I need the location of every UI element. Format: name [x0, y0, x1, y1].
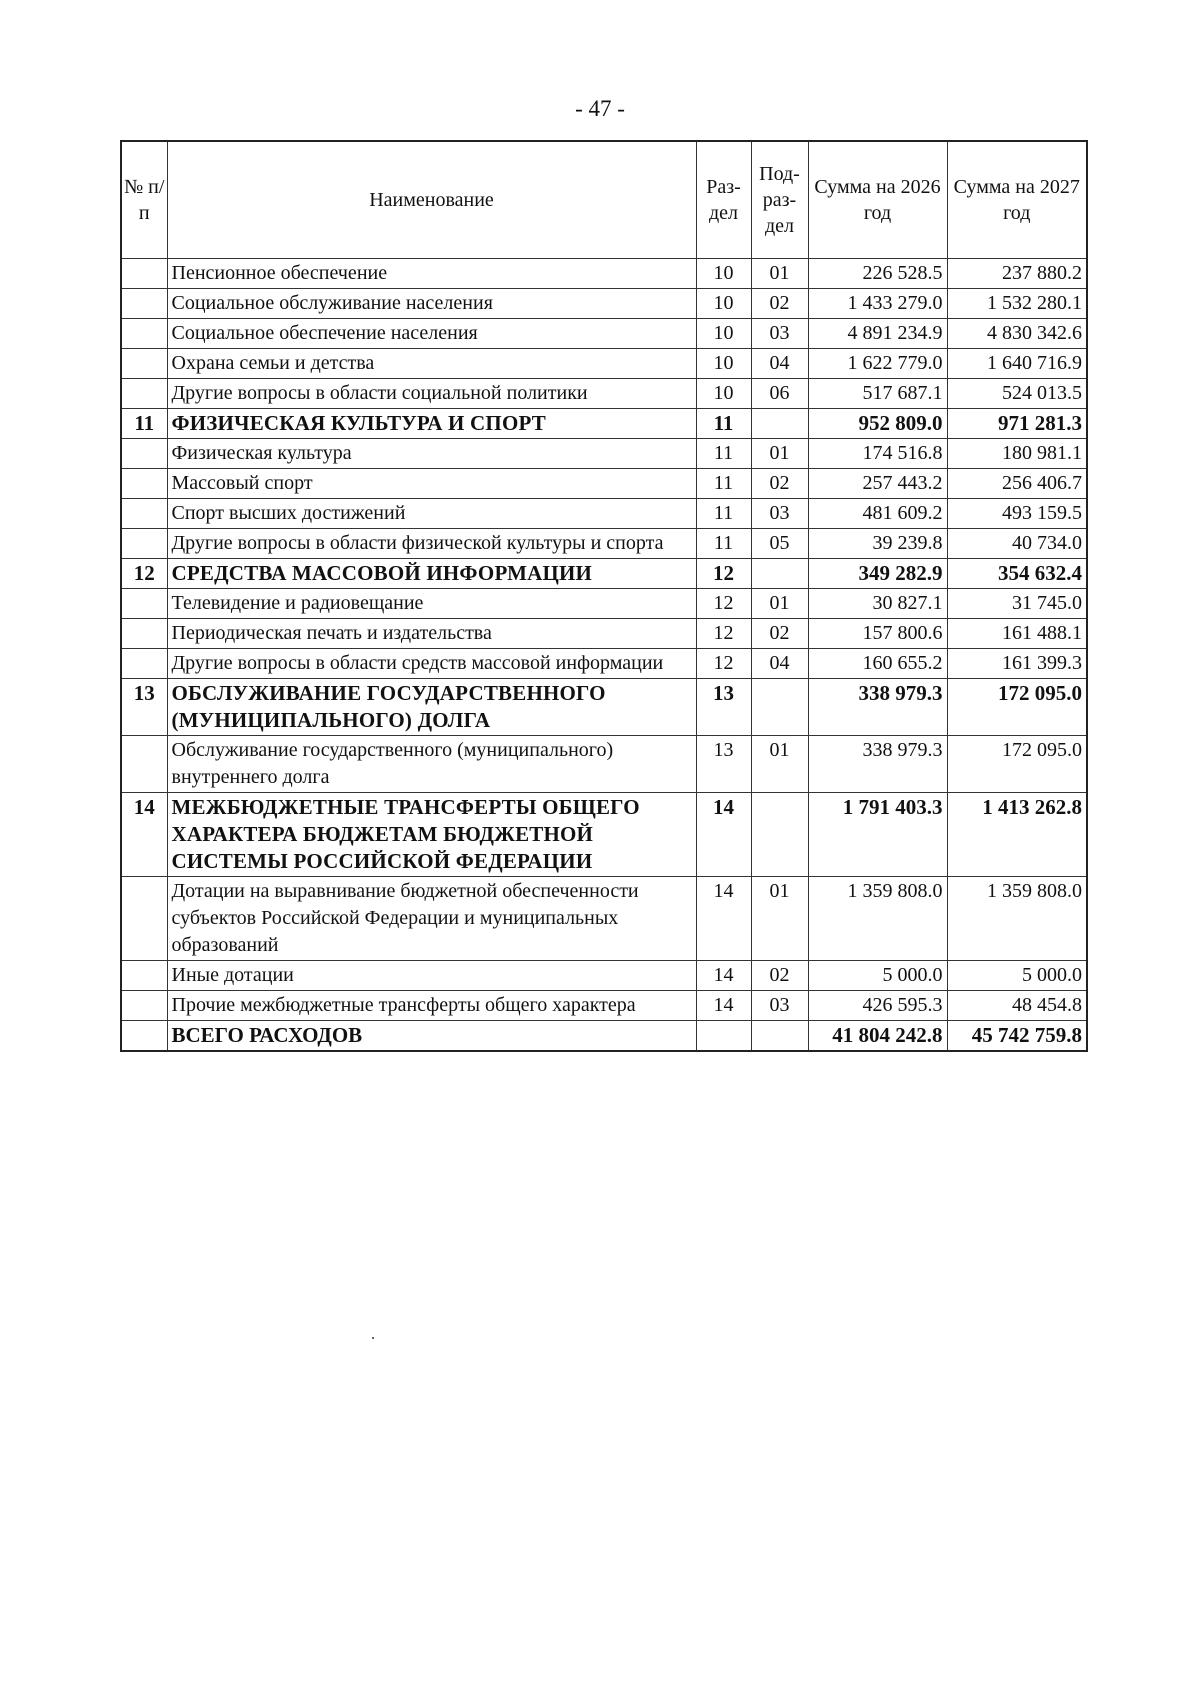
- table-row: [121, 439, 1087, 469]
- row-num: [121, 439, 167, 469]
- row-section: 10: [696, 349, 751, 379]
- row-num: 13: [121, 679, 167, 736]
- row-sum-2027: 237 880.2: [947, 259, 1087, 289]
- header-sum-2027: Сумма на 2027 год: [947, 141, 1087, 259]
- table-row: [121, 259, 1087, 289]
- row-subsection: 06: [751, 379, 808, 409]
- table-row: [121, 991, 1087, 1021]
- row-sum-2027: 1 640 716.9: [947, 349, 1087, 379]
- row-sum-2027: 31 745.0: [947, 589, 1087, 619]
- row-num: [121, 736, 167, 793]
- row-section: 11: [696, 499, 751, 529]
- row-name: Социальное обслуживание населения: [167, 289, 696, 319]
- row-sum-2027: 40 734.0: [947, 529, 1087, 559]
- row-section: 10: [696, 379, 751, 409]
- row-sum-2026: 517 687.1: [808, 379, 947, 409]
- row-sum-2027: 971 281.3: [947, 409, 1087, 439]
- total-row: [121, 1021, 1087, 1052]
- table-row: [121, 349, 1087, 379]
- table-row: [121, 469, 1087, 499]
- row-name: Другие вопросы в области физической культуры и спорта: [167, 529, 696, 559]
- row-name: Спорт высших достижений: [167, 499, 696, 529]
- section-row: [121, 793, 1087, 877]
- row-subsection: 02: [751, 619, 808, 649]
- row-section: 13: [696, 736, 751, 793]
- row-subsection: 01: [751, 589, 808, 619]
- row-num: [121, 877, 167, 961]
- row-subsection: [751, 559, 808, 589]
- row-sum-2026: 5 000.0: [808, 961, 947, 991]
- row-section: 12: [696, 649, 751, 679]
- row-section: 10: [696, 259, 751, 289]
- row-num: [121, 499, 167, 529]
- budget-table: [120, 140, 1088, 1052]
- row-section: 14: [696, 961, 751, 991]
- row-sum-2026: 338 979.3: [808, 679, 947, 736]
- row-name: ФИЗИЧЕСКАЯ КУЛЬТУРА И СПОРТ: [167, 409, 696, 439]
- row-name: Социальное обеспечение населения: [167, 319, 696, 349]
- table-row: [121, 619, 1087, 649]
- row-sum-2027: 354 632.4: [947, 559, 1087, 589]
- row-subsection: 01: [751, 877, 808, 961]
- row-sum-2026: 257 443.2: [808, 469, 947, 499]
- row-sum-2026: 1 622 779.0: [808, 349, 947, 379]
- row-subsection: [751, 793, 808, 877]
- row-section: 11: [696, 469, 751, 499]
- table-header-row: [121, 141, 1087, 259]
- row-sum-2026: 226 528.5: [808, 259, 947, 289]
- row-num: [121, 379, 167, 409]
- row-sum-2027: 256 406.7: [947, 469, 1087, 499]
- row-subsection: 05: [751, 529, 808, 559]
- row-subsection: 01: [751, 439, 808, 469]
- row-section: 13: [696, 679, 751, 736]
- row-section: 10: [696, 289, 751, 319]
- row-num: [121, 589, 167, 619]
- table-row: [121, 289, 1087, 319]
- row-sum-2027: 172 095.0: [947, 736, 1087, 793]
- row-name: МЕЖБЮДЖЕТНЫЕ ТРАНСФЕРТЫ ОБЩЕГО ХАРАКТЕРА БЮДЖЕТАМ БЮДЖЕТНОЙ СИСТЕМЫ РОССИЙСКОЙ ФЕДЕРАЦИИ: [167, 793, 696, 877]
- row-name: Массовый спорт: [167, 469, 696, 499]
- stray-dot: [372, 1337, 374, 1339]
- total-sum-2026: 41 804 242.8: [808, 1021, 947, 1052]
- row-num: 11: [121, 409, 167, 439]
- row-section: 14: [696, 793, 751, 877]
- table-row: [121, 319, 1087, 349]
- row-num: [121, 619, 167, 649]
- row-section: 11: [696, 409, 751, 439]
- row-subsection: 02: [751, 961, 808, 991]
- row-sum-2027: 161 399.3: [947, 649, 1087, 679]
- row-num: [121, 961, 167, 991]
- row-sum-2026: 30 827.1: [808, 589, 947, 619]
- row-sum-2026: 338 979.3: [808, 736, 947, 793]
- table-row: [121, 499, 1087, 529]
- row-sum-2027: 161 488.1: [947, 619, 1087, 649]
- row-num: [121, 259, 167, 289]
- row-name: Обслуживание государственного (муниципального) внутреннего долга: [167, 736, 696, 793]
- row-section: 12: [696, 589, 751, 619]
- row-name: Прочие межбюджетные трансферты общего характера: [167, 991, 696, 1021]
- section-row: [121, 409, 1087, 439]
- row-sum-2027: 5 000.0: [947, 961, 1087, 991]
- row-section: 10: [696, 319, 751, 349]
- row-name: Пенсионное обеспечение: [167, 259, 696, 289]
- row-num: [121, 289, 167, 319]
- table-row: [121, 649, 1087, 679]
- table-row: [121, 529, 1087, 559]
- row-sum-2027: 48 454.8: [947, 991, 1087, 1021]
- page-number: - 47 -: [575, 96, 625, 121]
- header-name: Наименование: [167, 141, 696, 259]
- table-row: [121, 877, 1087, 961]
- total-label: ВСЕГО РАСХОДОВ: [167, 1021, 696, 1052]
- row-sum-2027: 180 981.1: [947, 439, 1087, 469]
- table-row: [121, 961, 1087, 991]
- row-sum-2026: 174 516.8: [808, 439, 947, 469]
- row-section: 12: [696, 619, 751, 649]
- row-name: Периодическая печать и издательства: [167, 619, 696, 649]
- row-sum-2027: 1 413 262.8: [947, 793, 1087, 877]
- row-section: 14: [696, 991, 751, 1021]
- row-sum-2027: 1 532 280.1: [947, 289, 1087, 319]
- row-subsection: 02: [751, 289, 808, 319]
- total-sum-2027: 45 742 759.8: [947, 1021, 1087, 1052]
- row-subsection: 03: [751, 499, 808, 529]
- row-name: Физическая культура: [167, 439, 696, 469]
- section-row: [121, 679, 1087, 736]
- row-sum-2026: 952 809.0: [808, 409, 947, 439]
- row-subsection: [751, 679, 808, 736]
- row-num: 14: [121, 793, 167, 877]
- total-num-cell: [121, 1021, 167, 1052]
- row-sum-2026: 39 239.8: [808, 529, 947, 559]
- row-sum-2027: 1 359 808.0: [947, 877, 1087, 961]
- table-row: [121, 736, 1087, 793]
- row-sum-2026: 4 891 234.9: [808, 319, 947, 349]
- header-subsection: Под-раз-дел: [751, 141, 808, 259]
- row-num: 12: [121, 559, 167, 589]
- row-sum-2026: 1 433 279.0: [808, 289, 947, 319]
- header-sum-2026: Сумма на 2026 год: [808, 141, 947, 259]
- table-row: [121, 589, 1087, 619]
- row-name: СРЕДСТВА МАССОВОЙ ИНФОРМАЦИИ: [167, 559, 696, 589]
- row-subsection: 03: [751, 991, 808, 1021]
- row-subsection: 04: [751, 349, 808, 379]
- row-sum-2027: 4 830 342.6: [947, 319, 1087, 349]
- row-section: 11: [696, 529, 751, 559]
- row-num: [121, 529, 167, 559]
- row-name: Другие вопросы в области социальной политики: [167, 379, 696, 409]
- row-name: Дотации на выравнивание бюджетной обеспеченности субъектов Российской Федерации и муниципальных образований: [167, 877, 696, 961]
- row-num: [121, 469, 167, 499]
- row-sum-2026: 426 595.3: [808, 991, 947, 1021]
- table-row: [121, 379, 1087, 409]
- row-section: 12: [696, 559, 751, 589]
- row-sum-2026: 1 791 403.3: [808, 793, 947, 877]
- total-subsection-cell: [751, 1021, 808, 1052]
- row-subsection: 02: [751, 469, 808, 499]
- row-section: 14: [696, 877, 751, 961]
- section-row: [121, 559, 1087, 589]
- header-section: Раз-дел: [696, 141, 751, 259]
- row-subsection: 03: [751, 319, 808, 349]
- row-sum-2027: 524 013.5: [947, 379, 1087, 409]
- row-section: 11: [696, 439, 751, 469]
- row-sum-2026: 160 655.2: [808, 649, 947, 679]
- row-subsection: 04: [751, 649, 808, 679]
- row-name: Охрана семьи и детства: [167, 349, 696, 379]
- row-sum-2026: 349 282.9: [808, 559, 947, 589]
- row-num: [121, 319, 167, 349]
- row-subsection: 01: [751, 736, 808, 793]
- row-sum-2026: 481 609.2: [808, 499, 947, 529]
- row-num: [121, 649, 167, 679]
- row-sum-2027: 493 159.5: [947, 499, 1087, 529]
- row-name: ОБСЛУЖИВАНИЕ ГОСУДАРСТВЕННОГО (МУНИЦИПАЛЬНОГО) ДОЛГА: [167, 679, 696, 736]
- row-name: Телевидение и радиовещание: [167, 589, 696, 619]
- total-section-cell: [696, 1021, 751, 1052]
- row-sum-2026: 157 800.6: [808, 619, 947, 649]
- row-sum-2027: 172 095.0: [947, 679, 1087, 736]
- row-sum-2026: 1 359 808.0: [808, 877, 947, 961]
- row-name: Другие вопросы в области средств массовой информации: [167, 649, 696, 679]
- row-num: [121, 991, 167, 1021]
- header-num: № п/п: [121, 141, 167, 259]
- row-num: [121, 349, 167, 379]
- row-name: Иные дотации: [167, 961, 696, 991]
- row-subsection: [751, 409, 808, 439]
- row-subsection: 01: [751, 259, 808, 289]
